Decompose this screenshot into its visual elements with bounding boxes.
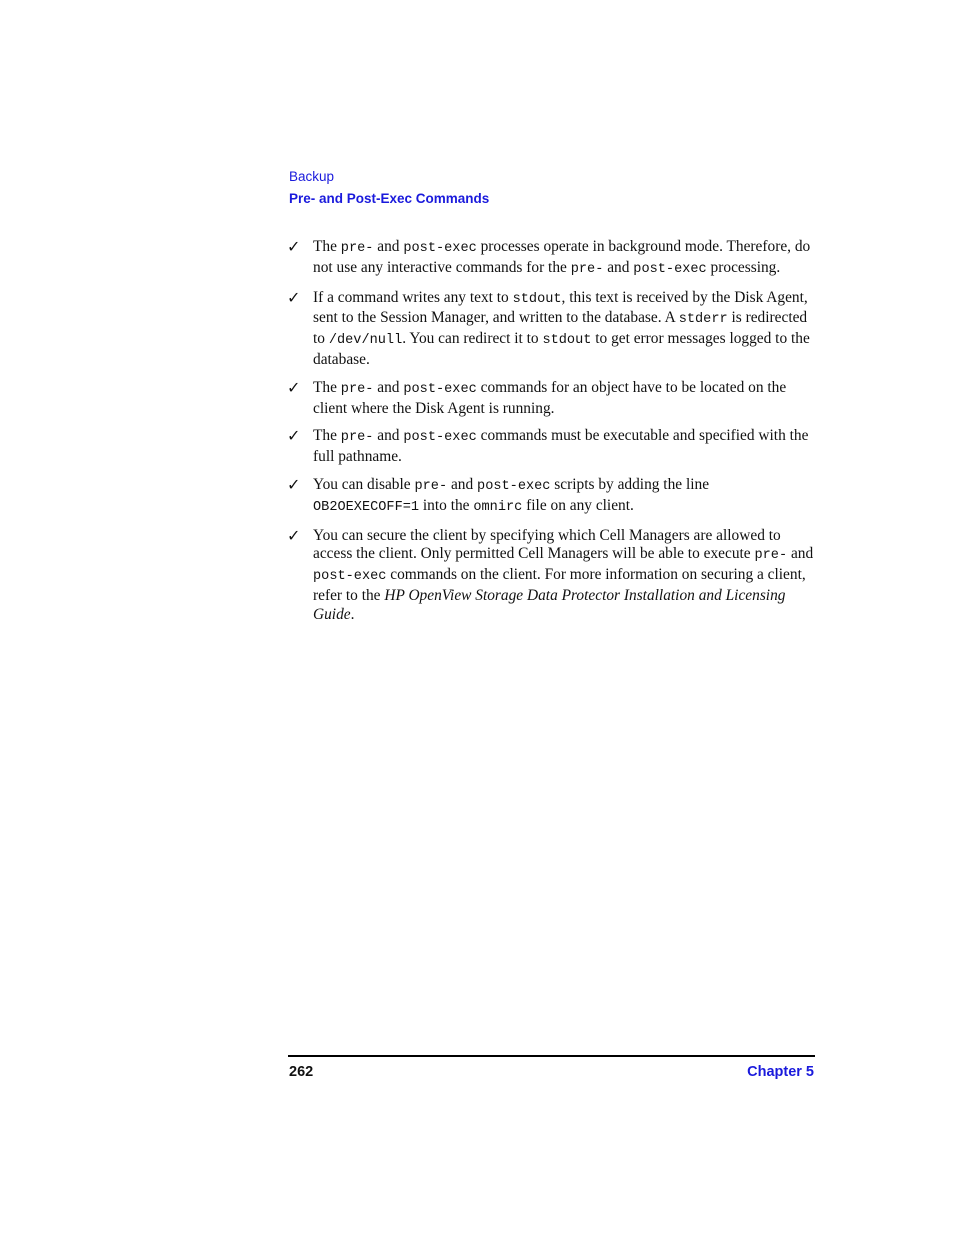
- text-run: commands must be executable and specified with the full pathname.: [313, 427, 809, 466]
- header-section-link[interactable]: Backup: [289, 169, 335, 184]
- bullet-text: [313, 427, 808, 465]
- text-run: , this text is received by the Disk Agent, sent to the Session Manager, and written to the database. A: [313, 288, 808, 327]
- code-text: stderr: [678, 312, 728, 328]
- text-run: You can disable: [313, 475, 415, 493]
- check-mark-icon: ✓: [287, 474, 301, 494]
- text-run: and: [787, 545, 814, 563]
- text-run: commands on the client. For more information on securing a client, refer to the: [313, 566, 806, 604]
- text-run: The: [313, 427, 341, 445]
- code-text: pre-: [570, 261, 604, 277]
- text-run: to get error messages logged to the database.: [313, 330, 810, 368]
- check-mark-icon: ✓: [287, 287, 301, 307]
- text-run: and: [373, 378, 404, 396]
- text-run: You can secure the client by specifying which Cell Managers are allowed to access the client. Only permitted Cell Managers will be able to execute: [313, 526, 781, 563]
- code-text: pre-: [340, 241, 374, 256]
- bullet-item: [287, 379, 817, 419]
- code-text: pre-: [340, 381, 374, 397]
- text-run: processes operate in background mode. Therefore, do not use any interactive commands for the: [313, 238, 811, 276]
- text-run: If a command writes any text to: [313, 288, 513, 306]
- bullet-item: [287, 289, 817, 370]
- bullet-text: [313, 379, 786, 417]
- bullet-item: [287, 238, 817, 280]
- bullet-text: [313, 238, 810, 276]
- check-mark-icon: ✓: [287, 237, 301, 256]
- page-number: 262: [289, 1064, 314, 1080]
- text-run: and: [373, 427, 404, 445]
- code-text: post-exec: [403, 241, 477, 256]
- bullet-text: [313, 527, 813, 623]
- bullet-item: [287, 476, 817, 518]
- text-run: The: [313, 238, 341, 255]
- code-text: post-exec: [313, 569, 387, 585]
- code-text: post-exec: [477, 478, 551, 494]
- bullet-item: [287, 527, 817, 625]
- text-run: and: [373, 238, 404, 255]
- code-text: post-exec: [403, 381, 477, 397]
- bullet-list: [287, 238, 817, 634]
- text-run: processing.: [706, 258, 781, 276]
- code-text: /dev/null: [328, 333, 403, 349]
- text-run: and: [447, 475, 478, 493]
- code-text: pre-: [754, 548, 788, 564]
- code-text: stdout: [512, 291, 562, 307]
- text-run: The: [313, 378, 341, 396]
- bullet-text: [313, 476, 709, 514]
- text-run: scripts by adding the line: [550, 475, 710, 493]
- text-run: .: [350, 605, 355, 623]
- code-text: pre-: [340, 430, 374, 446]
- code-text: post-exec: [403, 430, 477, 446]
- code-text: omnirc: [473, 499, 523, 515]
- footer-rule: [288, 1055, 815, 1057]
- running-header: [289, 166, 489, 210]
- chapter-link[interactable]: Chapter 5: [747, 1064, 814, 1080]
- code-text: OB2OEXECOFF=1: [313, 499, 420, 515]
- book-title: HP OpenView Storage Data Protector Installation and Licensing Guide: [313, 586, 786, 623]
- bullet-item: [287, 427, 817, 467]
- check-mark-icon: ✓: [287, 426, 301, 446]
- check-mark-icon: ✓: [287, 525, 301, 545]
- text-run: is redirected to: [313, 309, 808, 348]
- code-text: pre-: [414, 478, 448, 494]
- header-subsection-link[interactable]: Pre- and Post-Exec Commands: [289, 191, 490, 206]
- check-mark-icon: ✓: [287, 377, 301, 397]
- code-text: post-exec: [633, 261, 707, 277]
- text-run: commands for an object have to be located on the client where the Disk Agent is running.: [313, 378, 787, 417]
- text-run: into the: [419, 496, 474, 514]
- code-text: stdout: [542, 333, 592, 349]
- text-run: and: [603, 258, 634, 276]
- text-run: . You can redirect it to: [402, 330, 543, 348]
- text-run: file on any client.: [522, 496, 634, 514]
- bullet-text: [313, 289, 810, 368]
